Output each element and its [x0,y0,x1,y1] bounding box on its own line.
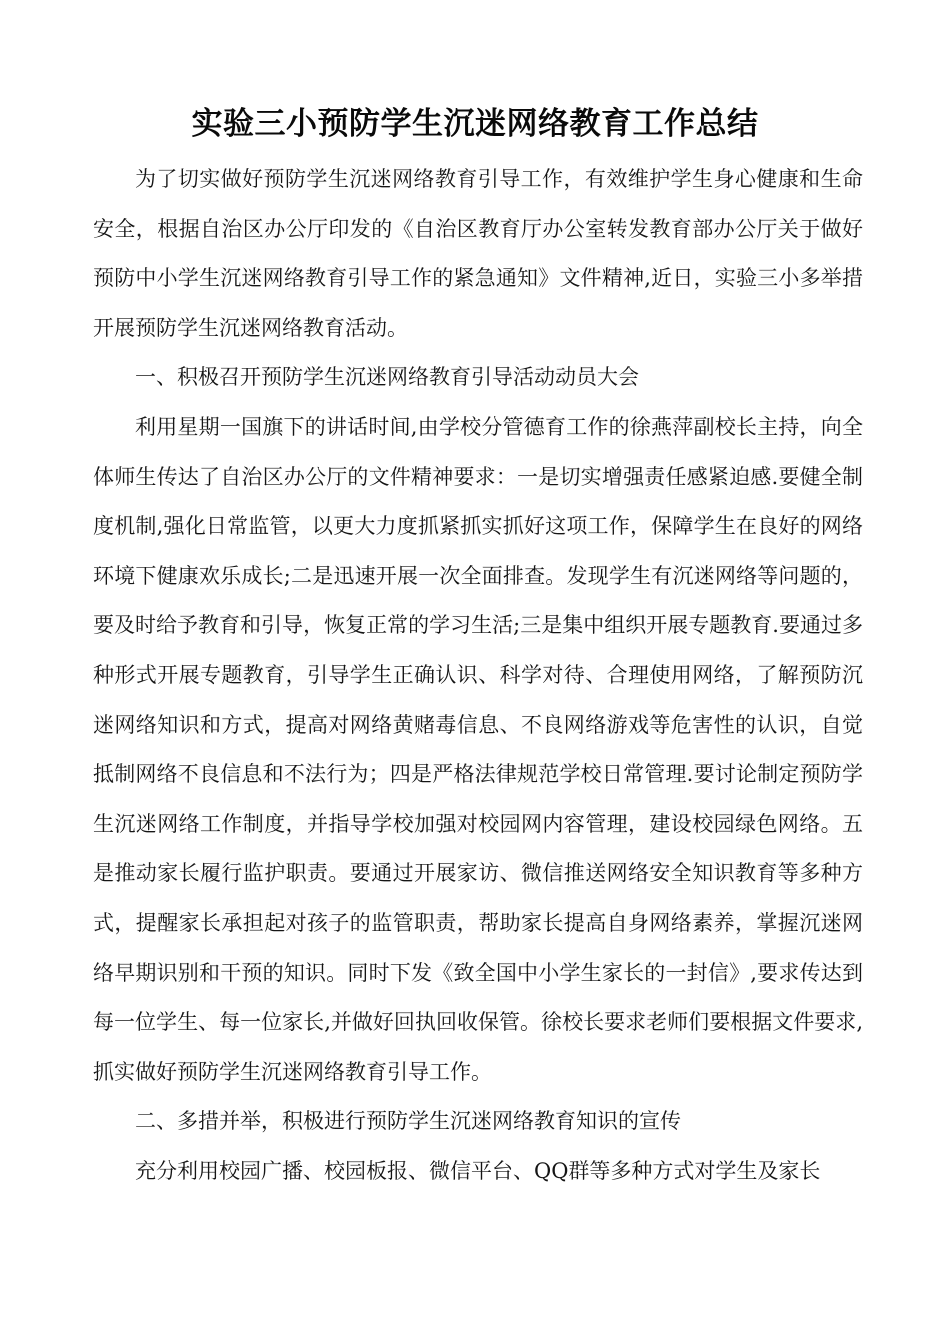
section-heading-1: 一、积极召开预防学生沉迷网络教育引导活动动员大会 [135,365,639,390]
document-body [93,155,863,1196]
section-heading-2: 二、多措并举，积极进行预防学生沉迷网络教育知识的宣传 [135,1109,681,1134]
section-2-paragraph: 充分利用校园广播、校园板报、微信平台、QQ群等多种方式对学生及家长 [135,1158,821,1183]
intro-paragraph: 为了切实做好预防学生沉迷网络教育引导工作，有效维护学生身心健康和生命安全，根据自治区办公厅印发的《自治区教育厅办公室转发教育部办公厅关于做好预防中小学生沉迷网络教育引导工作的紧急通知》文件精神,近日，实验三小多举措开展预防学生沉迷网络教育活动。 [93,167,863,340]
section-1-paragraph: 利用星期一国旗下的讲话时间,由学校分管德育工作的徐燕萍副校长主持，向全体师生传达了自治区办公厅的文件精神要求：一是切实增强责任感紧迫感.要健全制度机制,强化日常监管，以更大力度抓紧抓实抓好这项工作，保障学生在良好的网络环境下健康欢乐成长;二是迅速开展一次全面排查。发现学生有沉迷网络等问题的，要及时给予教育和引导，恢复正常的学习生活;三是集中组织开展专题教育.要通过多种形式开展专题教育，引导学生正确认识、科学对待、合理使用网络，了解预防沉迷网络知识和方式，提高对网络黄赌毒信息、不良网络游戏等危害性的认识，自觉抵制网络不良信息和不法行为；四是严格法律规范学校日常管理.要讨论制定预防学生沉迷网络工作制度，并指导学校加强对校园网内容管理，建设校园绿色网络。五是推动家长履行监护职责。要通过开展家访、微信推送网络安全知识教育等多种方式，提醒家长承担起对孩子的监管职责，帮助家长提高自身网络素养，掌握沉迷网络早期识别和干预的知识。同时下发《致全国中小学生家长的一封信》,要求传达到每一位学生、每一位家长,并做好回执回收保管。徐校长要求老师们要根据文件要求,抓实做好预防学生沉迷网络教育引导工作。 [93,414,863,1084]
document-title: 实验三小预防学生沉迷网络教育工作总结 [191,106,759,142]
